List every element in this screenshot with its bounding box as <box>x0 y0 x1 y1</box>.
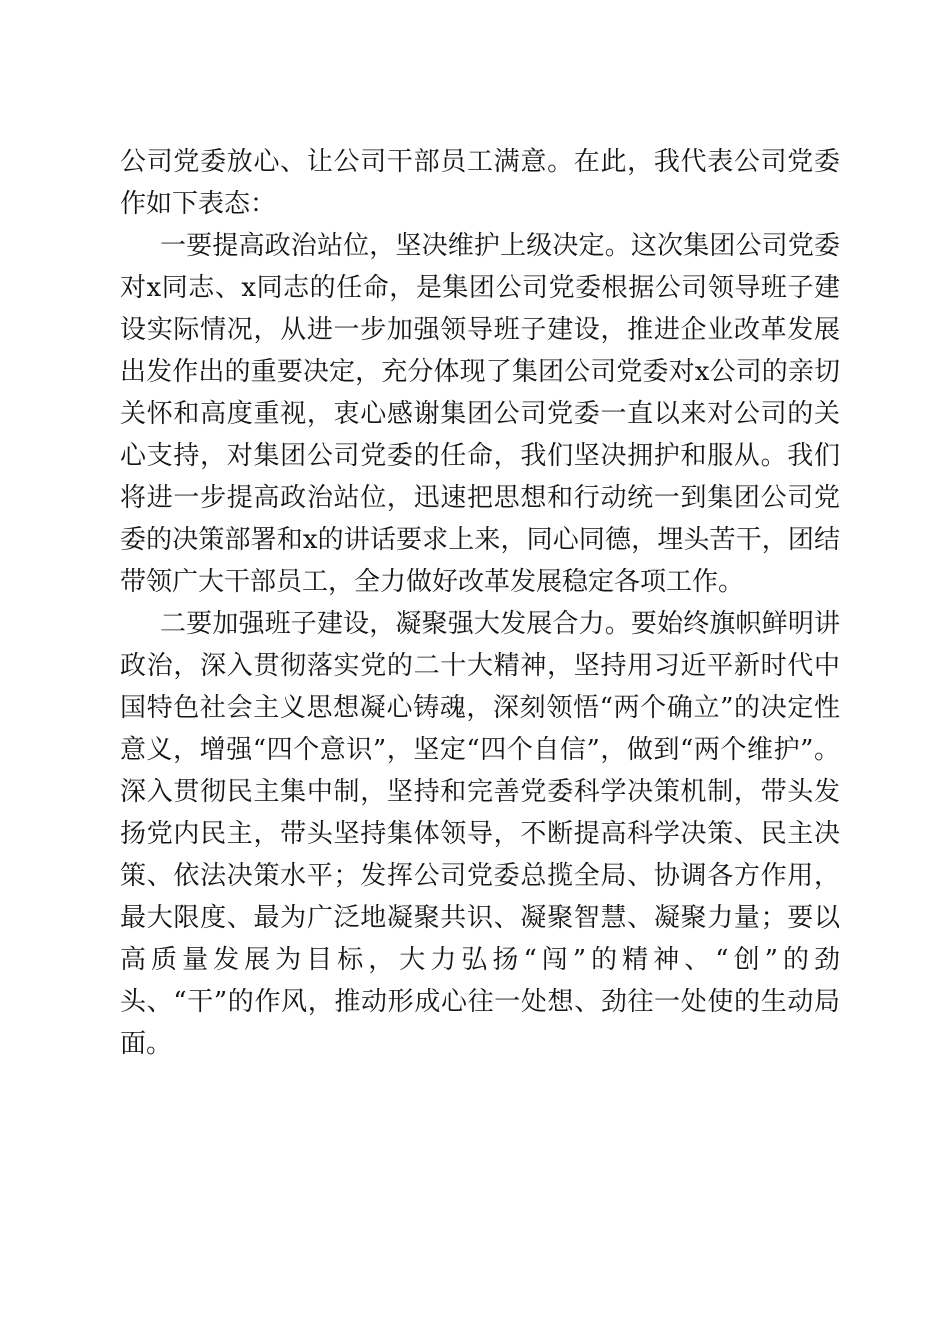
paragraph-point-two: 二要加强班子建设，凝聚强大发展合力。要始终旗帜鲜明讲政治，深入贯彻落实党的二十大精神，坚持用习近平新时代中国特色社会主义思想凝心铸魂，深刻领悟“两个确立”的决定性意义，增强“四个意识”，坚定“四个自信”，做到“两个维护”。深入贯彻民主集中制，坚持和完善党委科学决策机制，带头发扬党内民主，带头坚持集体领导，不断提高科学决策、民主决策、依法决策水平；发挥公司党委总揽全局、协调各方作用，最大限度、最为广泛地凝聚共识、凝聚智慧、凝聚力量；要以高质量发展为目标，大力弘扬“闯”的精神、“创”的劲头、“干”的作风，推动形成心往一处想、劲往一处使的生动局面。 <box>120 609 840 1059</box>
paragraph-continuation: 公司党委放心、让公司干部员工满意。在此，我代表公司党委作如下表态： <box>120 147 840 219</box>
document-body <box>120 141 840 1065</box>
paragraph-point-one: 一要提高政治站位，坚决维护上级决定。这次集团公司党委对x同志、x同志的任命，是集团公司党委根据公司领导班子建设实际情况，从进一步加强领导班子建设，推进企业改革发展出发作出的重要决定，充分体现了集团公司党委对x公司的亲切关怀和高度重视，衷心感谢集团公司党委一直以来对公司的关心支持，对集团公司党委的任命，我们坚决拥护和服从。我们将进一步提高政治站位，迅速把思想和行动统一到集团公司党委的决策部署和x的讲话要求上来，同心同德，埋头苦干，团结带领广大干部员工，全力做好改革发展稳定各项工作。 <box>120 231 840 597</box>
